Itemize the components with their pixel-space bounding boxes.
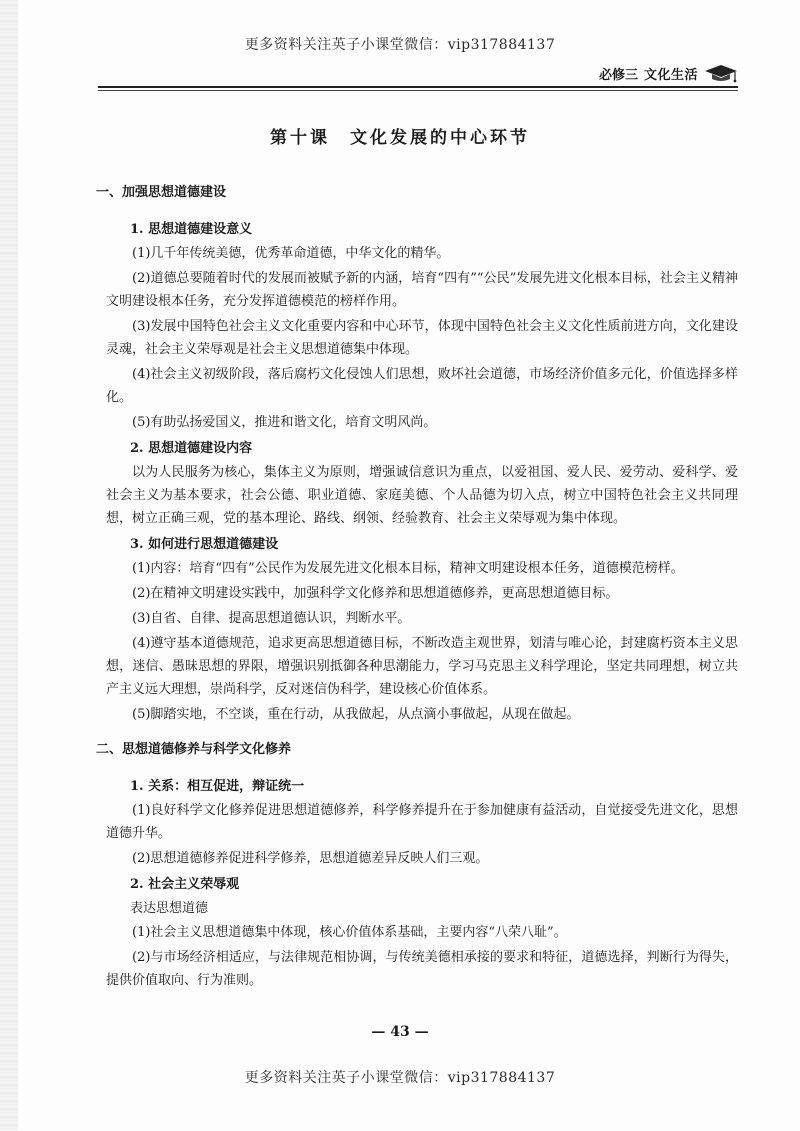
paragraph: (5)脚踏实地，不空谈，重在行动，从我做起，从点滴小事做起，从现在做起。 [132, 707, 580, 722]
paragraph: (2)思想道德修养促进科学修养，思想道德差异反映人们三观。 [132, 851, 489, 866]
header-rule [98, 86, 738, 88]
document-body [96, 181, 738, 994]
sub-heading: 2. 思想道德建设内容 [130, 441, 253, 456]
section-heading: 二、思想道德修养与科学文化修养 [96, 742, 292, 757]
page-number: — 43 — [371, 1024, 429, 1040]
paragraph: (1)内容：培育“四有”公民作为发展先进文化根本目标，精神文明建设根本任务，道德模范榜样。 [132, 561, 684, 576]
paragraph: (3)自省、自律、提高思想道德认识，判断水平。 [132, 611, 411, 626]
paragraph: (1)良好科学文化修养促进思想道德修养，科学修养提升在于参加健康有益活动，自觉接受先进文化，思想道德升华。 [106, 803, 738, 841]
paragraph: (4)社会主义初级阶段，落后腐朽文化侵蚀人们思想，败坏社会道德，市场经济价值多元化，价值选择多样化。 [106, 367, 738, 405]
paragraph: (3)发展中国特色社会主义文化重要内容和中心环节，体现中国特色社会主义文化性质前进方向，文化建设灵魂，社会主义荣辱观是社会主义思想道德集中体现。 [106, 319, 738, 357]
subject-label: 文化生活 [643, 67, 698, 83]
text-line: 表达思想道德 [130, 901, 209, 916]
sub-heading: 1. 思想道德建设意义 [130, 222, 253, 237]
paragraph: (2)在精神文明建设实践中，加强科学文化修养和思想道德修养，更高思想道德目标。 [132, 586, 619, 601]
paragraph: (2)与市场经济相适应，与法律规范相协调，与传统美德相承接的要求和特征，道德选择，判断行为得失，提供价值取向、行为准则。 [106, 950, 738, 988]
sub-heading: 1. 关系：相互促进，辩证统一 [130, 779, 305, 794]
watermark-bottom: 更多资料关注英子小课堂微信：vip317884137 [244, 1070, 556, 1086]
lesson-title: 第十课 文化发展的中心环节 [270, 128, 530, 148]
paragraph: (1)几千年传统美德，优秀革命道德，中华文化的精华。 [132, 246, 450, 261]
paragraph: (4)遵守基本道德规范，追求更高思想道德目标，不断改造主观世界，划清与唯心论，封建腐朽资本主义思想，迷信、愚昧思想的界限，增强识别抵御各种思潮能力，学习马克思主义科学理论，坚定共同理想，树立共产主义远大理想，崇尚科学，反对迷信伪科学，建设核心价值体系。 [106, 636, 738, 697]
sub-heading: 2. 社会主义荣辱观 [130, 877, 240, 892]
watermark-top: 更多资料关注英子小课堂微信：vip317884137 [244, 37, 556, 53]
sub-heading: 3. 如何进行思想道德建设 [130, 537, 279, 552]
scan-edge [0, 0, 18, 1131]
paragraph: (2)道德总要随着时代的发展而被赋予新的内涵，培育“四有”“公民”发展先进文化根本目标，社会主义精神文明建设根本任务，充分发挥道德模范的榜样作用。 [106, 271, 738, 309]
graduation-cap-icon [704, 63, 738, 83]
paragraph: (5)有助弘扬爱国义，推进和谐文化，培育文明风尚。 [132, 415, 437, 430]
running-head [599, 63, 738, 83]
paragraph: 以为人民服务为核心，集体主义为原则，增强诚信意识为重点，以爱祖国、爱人民、爱劳动、爱科学、爱社会主义为基本要求，社会公德、职业道德、家庭美德、个人品德为切入点，树立中国特色社会主义共同理想，树立正确三观，党的基本理论、路线、纲领、经验教育、社会主义荣辱观为集中体现。 [106, 465, 738, 526]
section-heading: 一、加强思想道德建设 [96, 185, 227, 200]
header-rule-thin [98, 90, 738, 91]
paragraph: (1)社会主义思想道德集中体现，核心价值体系基础，主要内容“八荣八耻”。 [132, 925, 567, 940]
book-label: 必修三 [598, 67, 638, 83]
